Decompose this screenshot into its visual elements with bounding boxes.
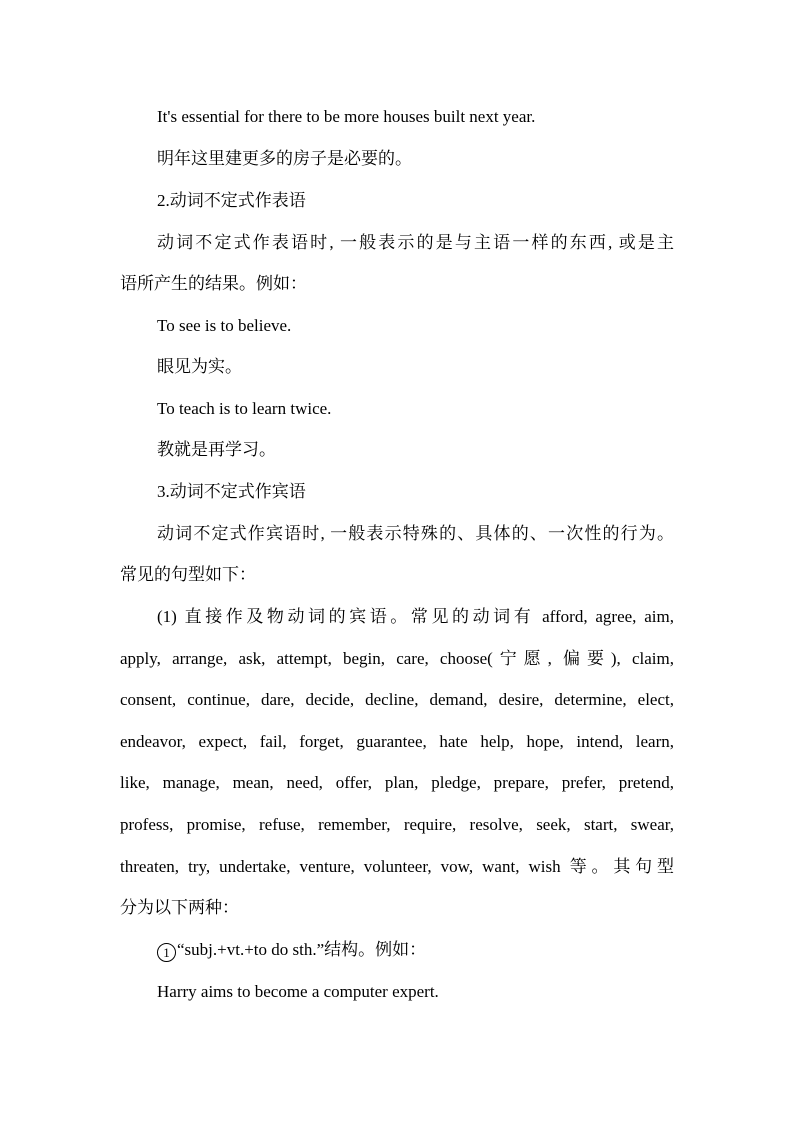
paragraph-verbs-line-2: apply, arrange, ask, attempt, begin, care, choose(宁愿, 偏要), claim, <box>120 649 674 668</box>
translation-see: 眼见为实。 <box>157 357 242 376</box>
circled-number-marker: 1 <box>157 943 176 962</box>
paragraph-verbs-line-1: (1) 直接作及物动词的宾语。常见的动词有 afford, agree, aim, <box>157 607 674 626</box>
paragraph-verbs-line-8: 分为以下两种： <box>120 898 239 917</box>
structure-item-1-text: “subj.+vt.+to do sth.”结构。例如： <box>177 940 427 959</box>
paragraph-predicative-line-2: 语所产生的结果。例如： <box>120 274 307 293</box>
paragraph-verbs-line-3: consent, continue, dare, decide, decline, demand, desire, determine, elect, <box>120 690 674 709</box>
paragraph-verbs-line-6: profess, promise, refuse, remember, require, resolve, seek, start, swear, <box>120 815 674 834</box>
paragraph-verbs-line-5: like, manage, mean, need, offer, plan, pledge, prepare, prefer, pretend, <box>120 773 674 792</box>
translation-houses: 明年这里建更多的房子是必要的。 <box>157 149 412 168</box>
example-sentence-see: To see is to believe. <box>157 316 292 335</box>
section-heading-predicative: 2.动词不定式作表语 <box>157 191 306 210</box>
paragraph-verbs-line-7: threaten, try, undertake, venture, volunteer, vow, want, wish 等。其句型 <box>120 857 674 876</box>
translation-teach: 教就是再学习。 <box>157 440 276 459</box>
paragraph-predicative-line-1: 动词不定式作表语时, 一般表示的是与主语一样的东西, 或是主 <box>157 233 674 252</box>
section-heading-object: 3.动词不定式作宾语 <box>157 482 306 501</box>
example-sentence-houses: It's essential for there to be more houses built next year. <box>157 107 536 126</box>
structure-item-1 <box>157 938 674 962</box>
paragraph-object-line-1: 动词不定式作宾语时, 一般表示特殊的、具体的、一次性的行为。 <box>157 524 674 543</box>
example-sentence-harry: Harry aims to become a computer expert. <box>157 982 439 1001</box>
paragraph-object-line-2: 常见的句型如下： <box>120 565 256 584</box>
paragraph-verbs-line-4: endeavor, expect, fail, forget, guarantee, hate help, hope, intend, learn, <box>120 732 674 751</box>
example-sentence-teach: To teach is to learn twice. <box>157 399 332 418</box>
